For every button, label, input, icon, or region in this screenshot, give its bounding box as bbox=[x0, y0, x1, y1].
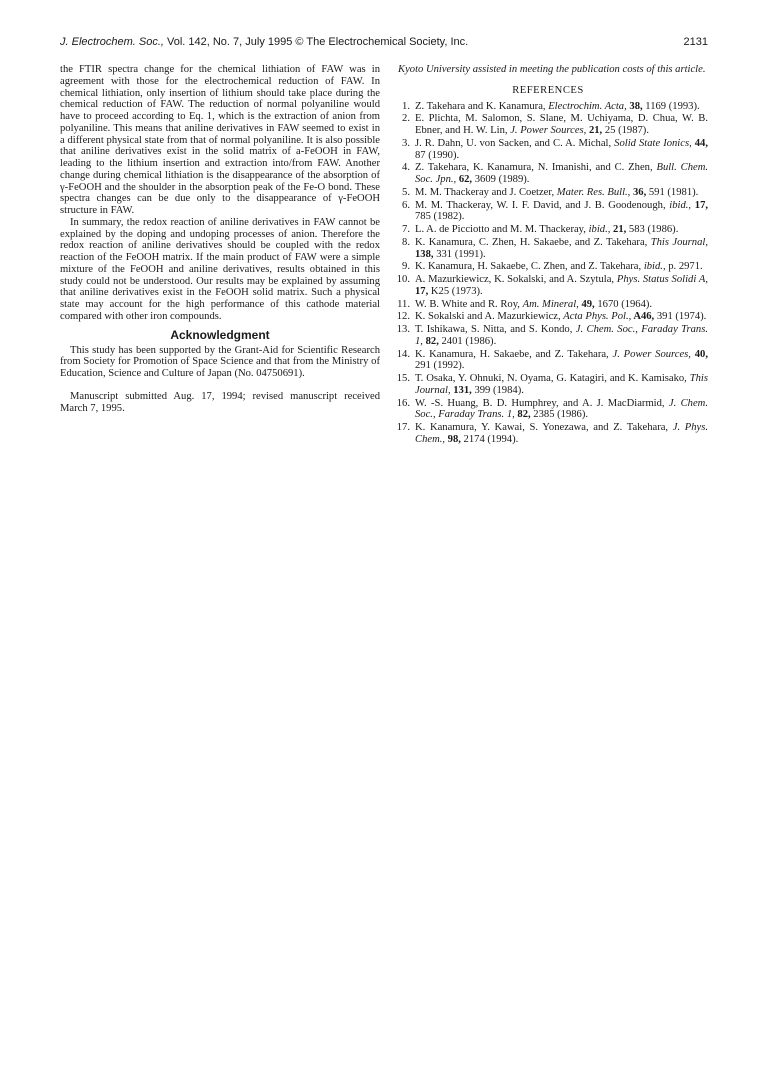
reference-volume: 98, bbox=[445, 433, 461, 445]
reference-journal: Acta Phys. Pol., bbox=[563, 311, 632, 323]
reference-number: 8. bbox=[402, 236, 410, 248]
reference-volume: 82, bbox=[422, 335, 439, 347]
summary-paragraph: In summary, the redox reaction of aniline derivatives in FAW cannot be explained by the doping and undoping processes of anion. Therefore the redox reaction of aniline derivatives should be coupled with the redox reaction of the FeOOH matrix. If the main product of FAW were a simple mixture of the FeOOH and aniline derivatives, results obtained in this study could not be understood. Our results may be explained by assuming that aniline derivatives exist in the FeOOH solid matrix. Such a physical state may account for the high performance of this cathode material compared with other iron compounds. bbox=[60, 216, 380, 322]
reference-volume: 82, bbox=[514, 409, 531, 421]
reference-item bbox=[388, 113, 708, 137]
reference-item bbox=[388, 398, 708, 422]
reference-pages-year: 1670 (1964). bbox=[594, 298, 653, 310]
reference-authors: L. A. de Picciotto and M. M. Thackeray, bbox=[415, 224, 589, 235]
reference-number: 12. bbox=[396, 311, 410, 323]
reference-volume: 62, bbox=[456, 174, 473, 185]
reference-pages-year: K25 (1973). bbox=[428, 285, 483, 297]
references-heading: REFERENCES bbox=[512, 84, 584, 96]
reference-authors: E. Plichta, M. Salomon, S. Slane, M. Uchiyama, D. Chua, W. B. Ebner, and H. W. Lin, bbox=[415, 113, 708, 136]
reference-journal: J. Power Sources, bbox=[612, 348, 691, 360]
reference-authors: W. -S. Huang, B. D. Humphrey, and A. J. MacDiarmid, bbox=[415, 397, 669, 409]
reference-journal: This Journal, bbox=[650, 236, 708, 248]
reference-item bbox=[388, 261, 708, 273]
reference-pages-year: 583 (1986). bbox=[626, 224, 679, 235]
right-column bbox=[388, 64, 708, 447]
reference-item bbox=[388, 274, 708, 298]
reference-volume: A46, bbox=[631, 311, 655, 323]
reference-item bbox=[388, 422, 708, 446]
reference-journal: J. Chem. Soc., Faraday Trans. 1, bbox=[415, 397, 708, 421]
reference-journal: ibid., bbox=[588, 224, 611, 235]
reference-volume: 40, bbox=[690, 348, 709, 360]
reference-number: 11. bbox=[397, 298, 410, 310]
reference-pages-year: 25 (1987). bbox=[602, 125, 649, 136]
reference-number: 7. bbox=[402, 224, 410, 235]
reference-journal: J. Power Sources, bbox=[510, 125, 587, 136]
reference-item bbox=[388, 349, 708, 373]
reference-number: 17. bbox=[396, 422, 410, 433]
reference-number: 9. bbox=[402, 261, 410, 273]
reference-number: 13. bbox=[396, 324, 410, 335]
running-head bbox=[60, 34, 708, 50]
reference-item bbox=[388, 138, 708, 162]
reference-number: 16. bbox=[396, 397, 410, 409]
volume-info: Vol. 142, No. 7, July 1995 © The Electrochemical Society, Inc. bbox=[163, 36, 469, 48]
reference-list bbox=[388, 101, 708, 446]
reference-number: 3. bbox=[402, 137, 410, 149]
reference-number: 2. bbox=[402, 113, 410, 125]
reference-authors: K. Kanamura, C. Zhen, H. Sakaebe, and Z. Takehara, bbox=[415, 236, 651, 248]
reference-authors: M. M. Thackeray, W. I. F. David, and J. B. Goodenough, bbox=[415, 199, 670, 211]
reference-item bbox=[388, 237, 708, 261]
reference-number: 4. bbox=[402, 162, 410, 174]
reference-item bbox=[388, 187, 708, 199]
body-paragraph: the FTIR spectra change for the chemical lithiation of FAW was in agreement with those for the electrochemical reduction of FAW. In chemical lithiation, only insertion of lithium should take place during the chemical reduction of FAW. The reduction of normal polyaniline would have to proceed according to Eq. 1, which is the extraction of anion from polyaniline. This means that aniline derivatives in FAW seemed to exist in a different physical state from that of normal polyaniline. It is also possible that aniline derivatives exist in the solid matrix of a-FeOOH in FAW, leading to the lithium insertion and extraction into/from FAW. Another change during chemical lithiation is the disappearance of the absorption of γ-FeOOH and the shoulder in the absorption peak of the Fe-O bond. These spectra changes can be due only to the disappearance of γ-FeOOH structure in FAW. bbox=[60, 64, 380, 216]
reference-authors: M. M. Thackeray and J. Coetzer, bbox=[415, 186, 557, 198]
reference-authors: W. B. White and R. Roy, bbox=[415, 298, 523, 310]
reference-volume: 38, bbox=[626, 100, 643, 112]
reference-pages-year: 2401 (1986). bbox=[438, 335, 497, 347]
journal-name: J. Electrochem. Soc., bbox=[60, 36, 164, 48]
reference-volume: 44, bbox=[691, 137, 709, 149]
reference-item bbox=[388, 311, 708, 323]
reference-pages-year: 331 (1991). bbox=[433, 248, 486, 260]
reference-pages-year: 3609 (1989). bbox=[472, 174, 530, 185]
reference-number: 14. bbox=[396, 348, 410, 360]
reference-item bbox=[388, 101, 708, 113]
reference-authors: Z. Takehara, K. Kanamura, N. Imanishi, and C. Zhen, bbox=[415, 162, 657, 174]
reference-volume: 138, bbox=[415, 248, 434, 260]
reference-journal: Mater. Res. Bull., bbox=[556, 186, 631, 198]
manuscript-note: Manuscript submitted Aug. 17, 1994; revised manuscript received March 7, 1995. bbox=[60, 390, 380, 414]
reference-pages-year: 1169 (1993). bbox=[642, 100, 700, 112]
reference-journal: J. Chem. Soc., Faraday Trans. 1, bbox=[415, 324, 708, 347]
reference-journal: Phys. Status Solidi A, bbox=[616, 274, 708, 285]
reference-pages-year: 785 (1982). bbox=[415, 211, 465, 223]
reference-volume: 17, bbox=[691, 199, 709, 211]
reference-authors: T. Osaka, Y. Ohnuki, N. Oyama, G. Katagiri, and K. Kamisako, bbox=[415, 373, 690, 384]
reference-pages-year: 291 (1992). bbox=[415, 360, 465, 372]
reference-journal: Solid State Ionics, bbox=[614, 137, 692, 149]
reference-volume: 49, bbox=[578, 298, 595, 310]
reference-pages-year: p. 2971. bbox=[665, 261, 703, 273]
reference-number: 5. bbox=[402, 186, 410, 198]
reference-journal: J. Phys. Chem., bbox=[415, 422, 708, 445]
reference-item bbox=[388, 324, 708, 348]
acknowledgment-text: This study has been supported by the Grant-Aid for Scientific Research from Society for Promotion of Space Science and that from the Ministry of Education, Science and Culture of Japan (No. 04750691). bbox=[60, 344, 380, 379]
reference-volume: 21, bbox=[610, 224, 627, 235]
reference-authors: Z. Takehara and K. Kanamura, bbox=[415, 100, 549, 112]
reference-item bbox=[388, 200, 708, 224]
reference-authors: K. Sokalski and A. Mazurkiewicz, bbox=[415, 311, 564, 323]
reference-journal: ibid., bbox=[669, 199, 692, 211]
page-number: 2131 bbox=[683, 36, 708, 48]
reference-number: 1. bbox=[402, 100, 410, 112]
reference-item bbox=[388, 162, 708, 186]
reference-authors: K. Kanamura, Y. Kawai, S. Yonezawa, and Z. Takehara, bbox=[415, 422, 673, 433]
reference-number: 6. bbox=[402, 199, 410, 211]
reference-journal: ibid., bbox=[643, 261, 666, 273]
reference-journal: Am. Mineral, bbox=[522, 298, 579, 310]
reference-item bbox=[388, 299, 708, 311]
reference-authors: A. Mazurkiewicz, K. Sokalski, and A. Szytula, bbox=[415, 274, 617, 285]
reference-authors: K. Kanamura, H. Sakaebe, and Z. Takehara, bbox=[415, 348, 613, 360]
reference-volume: 21, bbox=[586, 125, 603, 136]
reference-pages-year: 2174 (1994). bbox=[460, 433, 519, 445]
reference-item bbox=[388, 373, 708, 397]
reference-volume: 131, bbox=[450, 384, 472, 396]
reference-authors: K. Kanamura, H. Sakaebe, C. Zhen, and Z. Takehara, bbox=[415, 261, 644, 273]
journal-citation bbox=[60, 34, 468, 50]
reference-pages-year: 399 (1984). bbox=[471, 384, 524, 396]
reference-pages-year: 391 (1974). bbox=[654, 311, 707, 323]
reference-authors: J. R. Dahn, U. von Sacken, and C. A. Michal, bbox=[415, 137, 615, 149]
acknowledgment-heading: Acknowledgment bbox=[170, 327, 270, 342]
reference-volume: 17, bbox=[415, 285, 429, 297]
reference-pages-year: 2385 (1986). bbox=[530, 409, 589, 421]
reference-item bbox=[388, 224, 708, 236]
reference-pages-year: 87 (1990). bbox=[415, 149, 460, 161]
reference-journal: Bull. Chem. Soc. Jpn., bbox=[415, 162, 708, 185]
publication-cost-note: Kyoto University assisted in meeting the publication costs of this article. bbox=[398, 64, 706, 75]
reference-number: 15. bbox=[396, 373, 410, 384]
reference-journal: This Journal, bbox=[415, 373, 708, 396]
reference-number: 10. bbox=[396, 274, 410, 285]
reference-authors: T. Ishikawa, S. Nitta, and S. Kondo, bbox=[415, 324, 576, 335]
left-column bbox=[60, 64, 380, 414]
reference-journal: Electrochim. Acta, bbox=[548, 100, 627, 112]
reference-pages-year: 591 (1981). bbox=[646, 186, 699, 198]
reference-volume: 36, bbox=[630, 186, 647, 198]
